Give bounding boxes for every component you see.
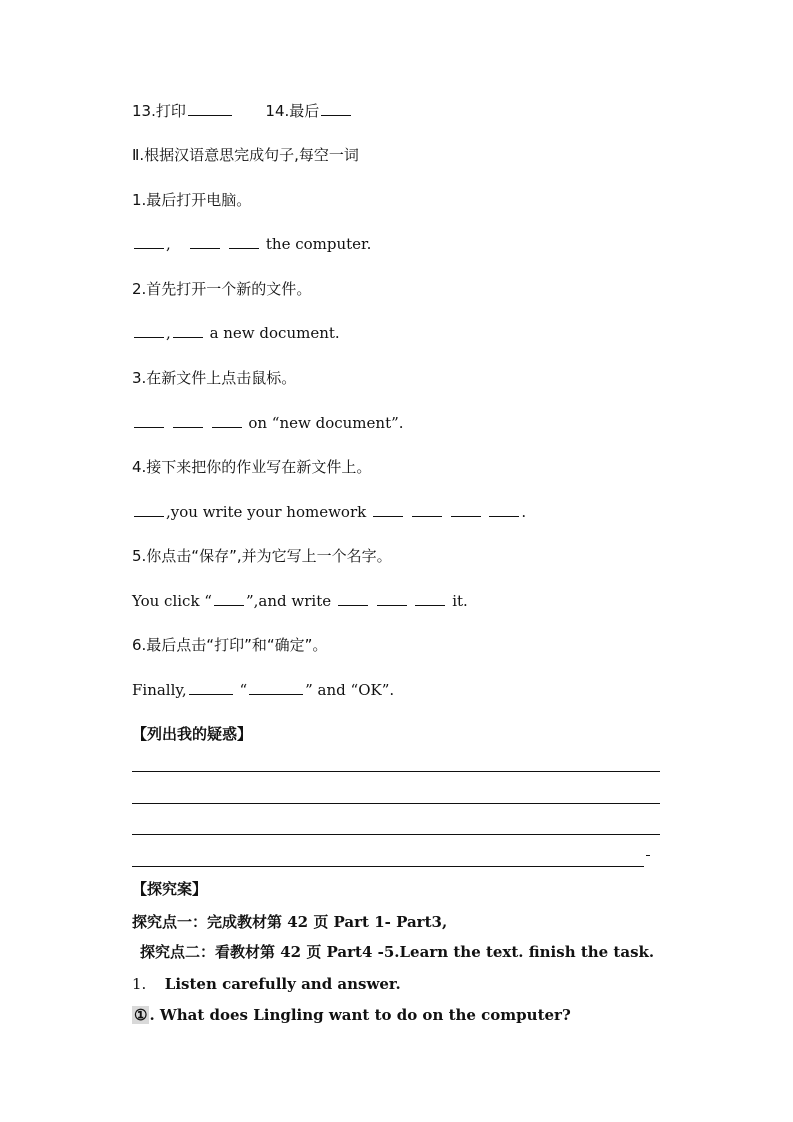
q3-chinese: 3.在新文件上点击鼠标。: [132, 369, 297, 387]
q3-tail: on “new document”.: [248, 414, 404, 432]
q4-english: [132, 502, 526, 522]
answer-line[interactable]: [132, 803, 660, 804]
blank[interactable]: [134, 502, 164, 517]
q6-chinese: 6.最后点击“打印”和“确定”。: [132, 636, 328, 654]
task-1-text: Listen carefully and answer.: [164, 975, 401, 993]
q2-chinese: 2.首先打开一个新的文件。: [132, 280, 312, 298]
blank[interactable]: [229, 234, 259, 249]
q2-english: , a new document.: [132, 323, 340, 343]
q1-english: , the computer.: [132, 234, 371, 254]
line-end-mark: [646, 855, 650, 856]
q6-tail: ” and “OK”.: [305, 681, 395, 699]
q6-english: [132, 680, 394, 700]
blank[interactable]: [412, 502, 442, 517]
q6-start: Finally,: [132, 681, 187, 699]
q4-chinese: 4.接下来把你的作业写在新文件上。: [132, 458, 372, 476]
answer-line[interactable]: [132, 771, 660, 772]
q5-mid: ”,and write: [245, 592, 332, 610]
explore-title: 【探究案】: [132, 880, 208, 898]
blank[interactable]: [451, 502, 481, 517]
q5-english: [132, 591, 468, 611]
q4-end: .: [521, 503, 527, 521]
q6-quote-open: “: [239, 681, 248, 699]
q4-mid: ,you write your homework: [166, 503, 367, 521]
blank[interactable]: [415, 591, 445, 606]
task-1: [132, 974, 401, 994]
blank[interactable]: [134, 234, 164, 249]
q1-tail: the computer.: [265, 235, 372, 253]
q1-chinese: 1.最后打开电脑。: [132, 191, 252, 209]
answer-line[interactable]: [132, 834, 660, 835]
q5-end: it.: [452, 592, 468, 610]
vocab-line: [132, 101, 353, 121]
blank[interactable]: [377, 591, 407, 606]
q5-chinese: 5.你点击“保存”,并为它写上一个名字。: [132, 547, 392, 565]
blank[interactable]: [134, 413, 164, 428]
blank[interactable]: [190, 234, 220, 249]
doubts-title: 【列出我的疑惑】: [132, 725, 253, 743]
circled-one-marker: ①: [134, 1006, 148, 1024]
explore-point-1: 探究点一：完成教材第 42 页 Part 1- Part3,: [132, 913, 448, 931]
task-1-number: 1.: [132, 975, 147, 993]
blank[interactable]: [173, 323, 203, 338]
q5-start: You click “: [132, 592, 212, 610]
sub-question-1-text: . What does Lingling want to do on the computer?: [149, 1006, 571, 1024]
blank[interactable]: [134, 323, 164, 338]
blank[interactable]: [338, 591, 368, 606]
blank[interactable]: [173, 413, 203, 428]
blank[interactable]: [189, 680, 233, 695]
blank[interactable]: [188, 101, 232, 116]
q2-tail: a new document.: [209, 324, 340, 342]
blank[interactable]: [321, 101, 351, 116]
blank[interactable]: [489, 502, 519, 517]
blank[interactable]: [373, 502, 403, 517]
vocab-14: 14.最后: [265, 102, 320, 120]
q3-english: [132, 413, 404, 433]
answer-line[interactable]: [132, 866, 644, 867]
vocab-13: 13.打印: [132, 102, 186, 120]
blank[interactable]: [212, 413, 242, 428]
section-2-title: Ⅱ.根据汉语意思完成句子,每空一词: [132, 146, 359, 164]
blank[interactable]: [249, 680, 303, 695]
sub-question-1: [132, 1005, 571, 1025]
blank[interactable]: [214, 591, 244, 606]
explore-point-2: 探究点二：看教材第 42 页 Part4 -5.Learn the text. finish the task.: [140, 943, 655, 961]
